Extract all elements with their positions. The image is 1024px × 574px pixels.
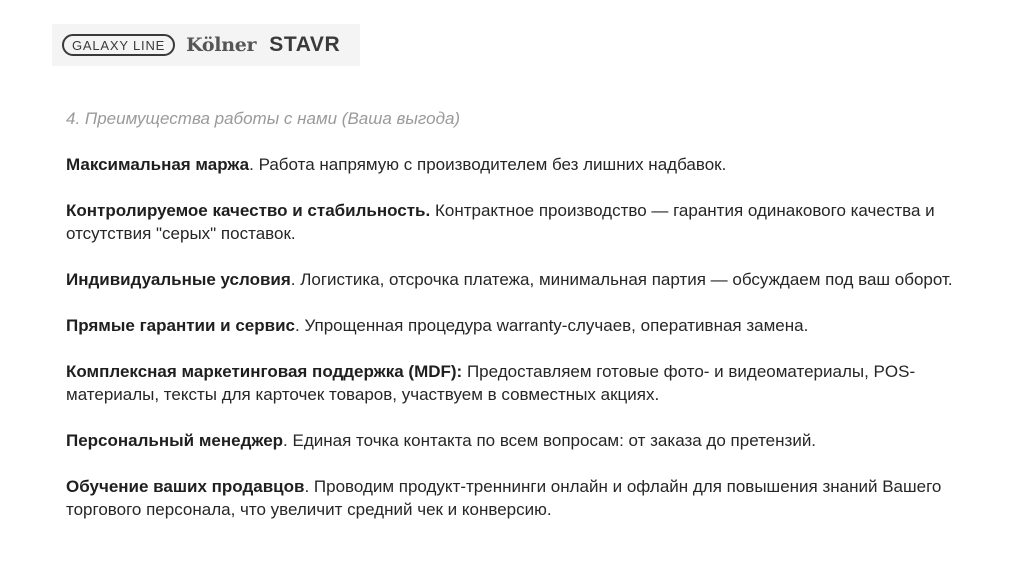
benefit-text: . Логистика, отсрочка платежа, минимальная партия — обсуждаем под ваш оборот. [290, 270, 953, 289]
benefit-title: Контролируемое качество и стабильность. [66, 201, 431, 220]
benefit-title: Максимальная маржа [66, 155, 250, 174]
benefit-text: Контрактное производство — гарантия одинакового качества и отсутствия "серых" поставок. [66, 201, 935, 243]
brand-logos [52, 24, 360, 66]
stavr-logo-text: STAVR [269, 33, 341, 56]
kolner-logo-text: Kölner [186, 34, 257, 56]
slide-content [66, 107, 986, 521]
benefit-item [66, 314, 986, 337]
benefit-text: Предоставляем готовые фото- и видеоматериалы, POS-материалы, тексты для карточек товаров, участвуем в совместных акциях. [66, 362, 916, 404]
kolner-logo [186, 34, 256, 56]
galaxy-line-logo-text: GALAXY LINE [72, 37, 166, 53]
benefit-title: Комплексная маркетинговая поддержка (MDF): [66, 362, 463, 381]
benefit-item [66, 475, 986, 521]
benefit-item [66, 153, 986, 176]
benefit-title: Обучение ваших продавцов [66, 477, 305, 496]
benefit-title: Персональный менеджер [66, 431, 284, 450]
benefit-text: . Работа напрямую с производителем без лишних надбавок. [249, 155, 727, 174]
benefit-item [66, 429, 986, 452]
galaxy-line-logo [62, 34, 175, 56]
benefit-text: . Единая точка контакта по всем вопросам: от заказа до претензий. [283, 431, 817, 450]
benefit-item [66, 360, 986, 406]
benefit-text: . Упрощенная процедура warranty-случаев, оперативная замена. [295, 316, 809, 335]
benefit-title: Индивидуальные условия [66, 270, 291, 289]
benefit-title: Прямые гарантии и сервис [66, 316, 295, 335]
section-subtitle: 4. Преимущества работы с нами (Ваша выгода) [66, 109, 461, 128]
benefit-item [66, 268, 986, 291]
stavr-logo [269, 33, 340, 57]
benefit-text: . Проводим продукт-треннинги онлайн и офлайн для повышения знаний Вашего торгового персонала, что увеличит средний чек и конверсию. [66, 477, 942, 519]
benefit-item [66, 199, 986, 245]
